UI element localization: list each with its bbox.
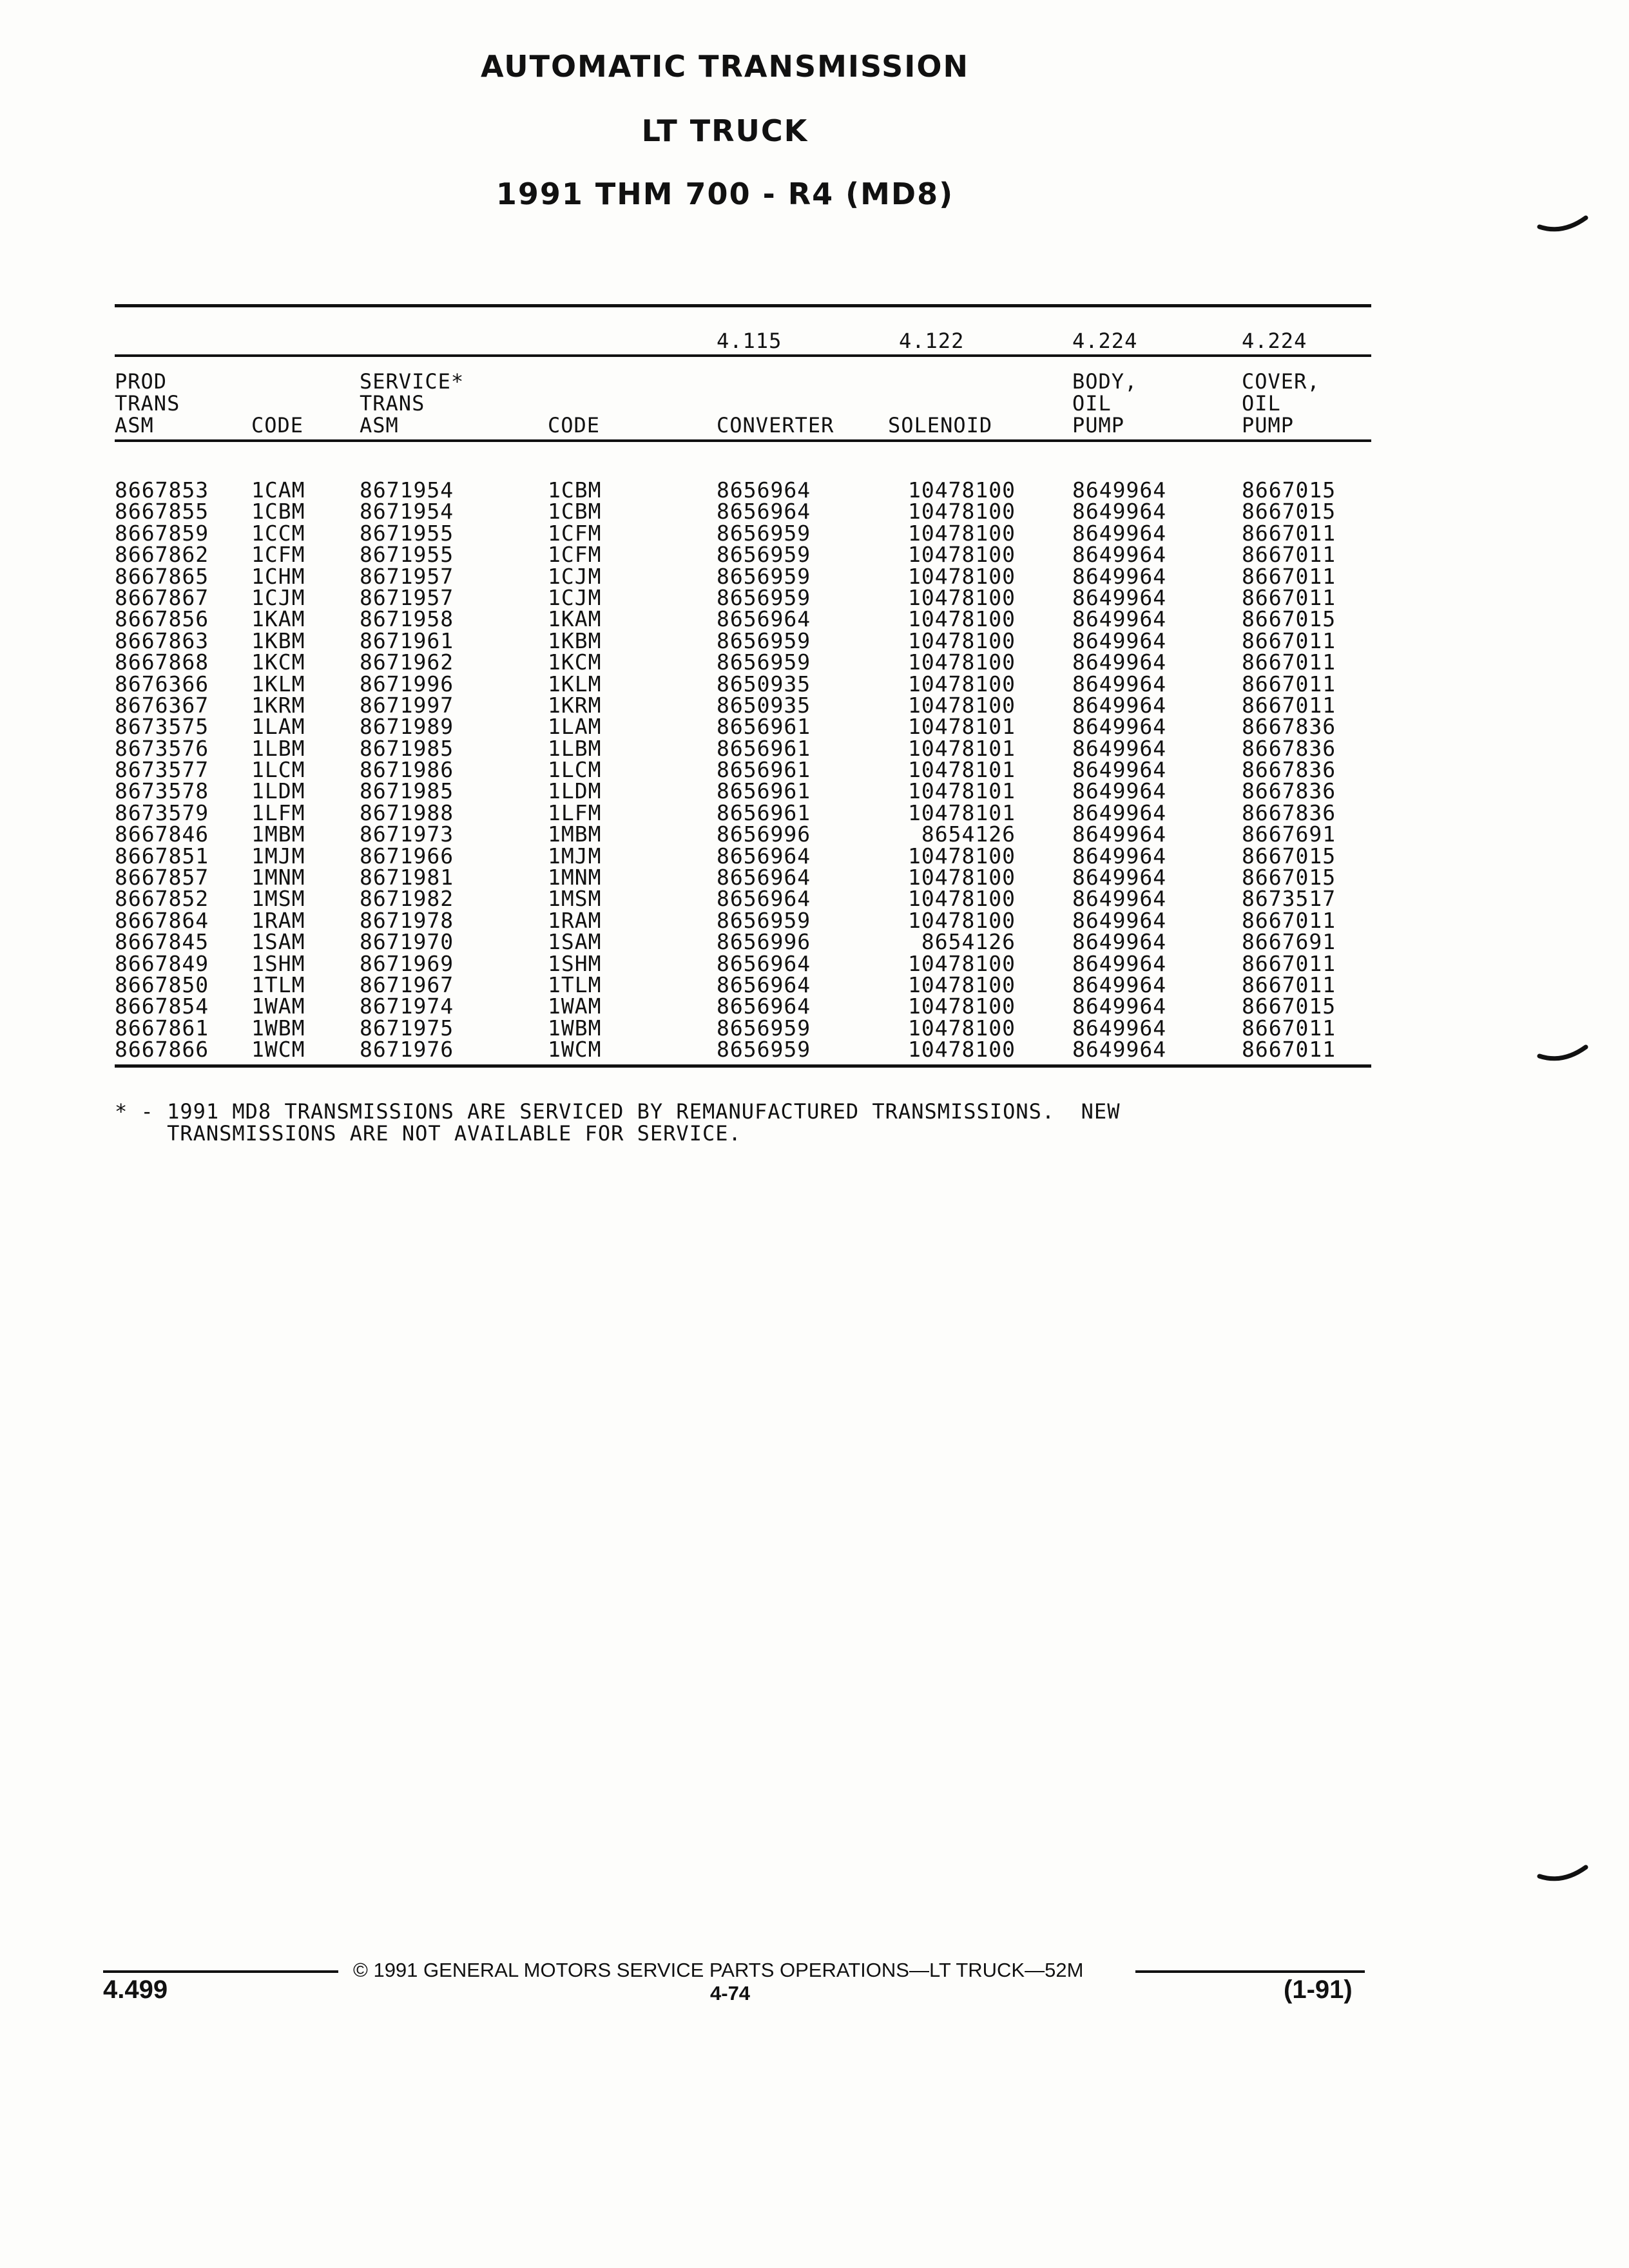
- cell-prod-trans-asm: 8667861: [115, 1015, 209, 1041]
- cell-cover-oil-pump: 8667011: [1242, 692, 1336, 718]
- table-row: [115, 845, 1371, 867]
- cell-service-trans-asm: 8671981: [360, 865, 454, 890]
- cell-converter: 8656959: [717, 542, 811, 568]
- cell-solenoid: 10478100: [908, 584, 1016, 610]
- cell-prod-trans-asm: 8667862: [115, 542, 209, 568]
- cell-cover-oil-pump: 8667011: [1242, 671, 1336, 697]
- cell-code: 1CHM: [251, 563, 305, 589]
- header-service-trans-asm: SERVICE* TRANS ASM: [360, 369, 465, 437]
- model-title: 1991 THM 700 - R4 (MD8): [496, 177, 954, 211]
- header-body-oil-pump: BODY, OIL PUMP: [1072, 369, 1138, 437]
- header-cover-oil-pump: COVER, OIL PUMP: [1242, 369, 1320, 437]
- cell-service-code: 1WCM: [548, 1037, 602, 1062]
- cell-service-code: 1CJM: [548, 584, 602, 610]
- cell-service-code: 1MSM: [548, 886, 602, 912]
- cell-code: 1KAM: [251, 606, 305, 632]
- footer-copyright: © 1991 GENERAL MOTORS SERVICE PARTS OPERATIONS—LT TRUCK—52M: [353, 1959, 1084, 1981]
- cell-body-oil-pump: 8649964: [1072, 499, 1167, 524]
- cell-solenoid: 10478100: [908, 907, 1016, 933]
- cell-cover-oil-pump: 8667836: [1242, 778, 1336, 804]
- cell-body-oil-pump: 8649964: [1072, 477, 1167, 503]
- cell-service-trans-asm: 8671954: [360, 477, 454, 503]
- cell-code: 1TLM: [251, 972, 305, 997]
- binder-punch-mark: [1537, 211, 1588, 237]
- cell-cover-oil-pump: 8667836: [1242, 714, 1336, 740]
- cell-body-oil-pump: 8649964: [1072, 649, 1167, 675]
- cell-converter: 8656996: [717, 822, 811, 847]
- cell-prod-trans-asm: 8667851: [115, 843, 209, 869]
- cell-service-trans-asm: 8671978: [360, 907, 454, 933]
- cell-solenoid: 10478100: [908, 477, 1016, 503]
- header-converter: CONVERTER: [717, 413, 834, 437]
- cell-cover-oil-pump: 8673517: [1242, 886, 1336, 912]
- cell-body-oil-pump: 8649964: [1072, 800, 1167, 825]
- cell-service-trans-asm: 8671976: [360, 1037, 454, 1062]
- table-row: [115, 929, 1371, 955]
- page-subtitle: LT TRUCK: [641, 113, 809, 148]
- cell-prod-trans-asm: 8667857: [115, 865, 209, 890]
- cell-code: 1LCM: [251, 757, 305, 783]
- cell-cover-oil-pump: 8667691: [1242, 822, 1336, 847]
- footer-rule-right: [1135, 1970, 1365, 1973]
- cell-code: 1WBM: [251, 1015, 305, 1041]
- cell-converter: 8656964: [717, 886, 811, 912]
- table-row: [115, 1039, 1371, 1060]
- cell-cover-oil-pump: 8667011: [1242, 907, 1336, 933]
- cell-solenoid: 10478100: [908, 542, 1016, 568]
- cell-prod-trans-asm: 8667868: [115, 649, 209, 675]
- cell-prod-trans-asm: 8673575: [115, 714, 209, 740]
- cell-body-oil-pump: 8649964: [1072, 584, 1167, 610]
- cell-service-code: 1CBM: [548, 499, 602, 524]
- cell-service-trans-asm: 8671988: [360, 800, 454, 825]
- cell-service-code: 1WBM: [548, 1015, 602, 1041]
- cell-solenoid: 10478100: [908, 843, 1016, 869]
- cell-service-trans-asm: 8671975: [360, 1015, 454, 1041]
- cell-prod-trans-asm: 8673578: [115, 778, 209, 804]
- cell-cover-oil-pump: 8667691: [1242, 929, 1336, 955]
- cell-solenoid: 10478100: [908, 671, 1016, 697]
- table-row: [115, 757, 1371, 783]
- cell-solenoid: 8654126: [921, 822, 1016, 847]
- cell-service-trans-asm: 8671996: [360, 671, 454, 697]
- cell-code: 1SHM: [251, 950, 305, 976]
- cell-body-oil-pump: 8649964: [1072, 822, 1167, 847]
- cell-cover-oil-pump: 8667011: [1242, 1037, 1336, 1062]
- cell-service-trans-asm: 8671986: [360, 757, 454, 783]
- cell-converter: 8656961: [717, 778, 811, 804]
- cell-cover-oil-pump: 8667011: [1242, 628, 1336, 653]
- table-row: [115, 673, 1371, 695]
- cell-cover-oil-pump: 8667015: [1242, 499, 1336, 524]
- table-row: [115, 542, 1371, 568]
- cell-service-code: 1MBM: [548, 822, 602, 847]
- cell-cover-oil-pump: 8667011: [1242, 520, 1336, 546]
- section-number-converter: 4.115: [717, 329, 782, 353]
- cell-body-oil-pump: 8649964: [1072, 563, 1167, 589]
- cell-prod-trans-asm: 8673577: [115, 757, 209, 783]
- cell-code: 1CCM: [251, 520, 305, 546]
- footer-page-number: 4-74: [710, 1982, 751, 2004]
- cell-body-oil-pump: 8649964: [1072, 692, 1167, 718]
- cell-body-oil-pump: 8649964: [1072, 994, 1167, 1019]
- cell-cover-oil-pump: 8667015: [1242, 477, 1336, 503]
- cell-prod-trans-asm: 8667849: [115, 950, 209, 976]
- cell-service-trans-asm: 8671957: [360, 584, 454, 610]
- cell-cover-oil-pump: 8667011: [1242, 563, 1336, 589]
- cell-body-oil-pump: 8649964: [1072, 778, 1167, 804]
- cell-service-trans-asm: 8671985: [360, 735, 454, 761]
- cell-service-code: 1MJM: [548, 843, 602, 869]
- page-title: AUTOMATIC TRANSMISSION: [481, 49, 969, 84]
- cell-body-oil-pump: 8649964: [1072, 886, 1167, 912]
- cell-converter: 8656964: [717, 843, 811, 869]
- cell-converter: 8656959: [717, 584, 811, 610]
- cell-solenoid: 10478100: [908, 1015, 1016, 1041]
- cell-converter: 8656959: [717, 649, 811, 675]
- cell-solenoid: 10478100: [908, 865, 1016, 890]
- cell-service-trans-asm: 8671962: [360, 649, 454, 675]
- cell-body-oil-pump: 8649964: [1072, 671, 1167, 697]
- binder-punch-mark: [1537, 1861, 1588, 1887]
- cell-prod-trans-asm: 8676366: [115, 671, 209, 697]
- cell-prod-trans-asm: 8667866: [115, 1037, 209, 1062]
- cell-code: 1KCM: [251, 649, 305, 675]
- cell-code: 1WAM: [251, 994, 305, 1019]
- cell-service-code: 1MNM: [548, 865, 602, 890]
- cell-code: 1LBM: [251, 735, 305, 761]
- section-number-body-oil-pump: 4.224: [1072, 329, 1138, 353]
- cell-converter: 8656959: [717, 907, 811, 933]
- cell-cover-oil-pump: 8667015: [1242, 994, 1336, 1019]
- cell-body-oil-pump: 8649964: [1072, 907, 1167, 933]
- cell-service-code: 1WAM: [548, 994, 602, 1019]
- cell-code: 1LDM: [251, 778, 305, 804]
- footnote-line-1: * - 1991 MD8 TRANSMISSIONS ARE SERVICED BY REMANUFACTURED TRANSMISSIONS. NEW: [115, 1099, 1121, 1124]
- cell-body-oil-pump: 8649964: [1072, 757, 1167, 783]
- section-rule: [115, 354, 1371, 357]
- cell-converter: 8656964: [717, 499, 811, 524]
- footer-section-number: 4.499: [103, 1975, 168, 2004]
- cell-body-oil-pump: 8649964: [1072, 520, 1167, 546]
- cell-service-trans-asm: 8671966: [360, 843, 454, 869]
- cell-body-oil-pump: 8649964: [1072, 542, 1167, 568]
- cell-converter: 8656961: [717, 735, 811, 761]
- cell-code: 1CJM: [251, 584, 305, 610]
- cell-service-trans-asm: 8671955: [360, 542, 454, 568]
- table-row: [115, 823, 1371, 845]
- cell-service-code: 1CJM: [548, 563, 602, 589]
- cell-code: 1KBM: [251, 628, 305, 653]
- cell-solenoid: 10478100: [908, 606, 1016, 632]
- cell-code: 1MJM: [251, 843, 305, 869]
- cell-converter: 8656964: [717, 477, 811, 503]
- cell-cover-oil-pump: 8667015: [1242, 865, 1336, 890]
- footer-date: (1-91): [1284, 1975, 1353, 2004]
- cell-service-trans-asm: 8671969: [360, 950, 454, 976]
- cell-service-trans-asm: 8671985: [360, 778, 454, 804]
- cell-prod-trans-asm: 8673576: [115, 735, 209, 761]
- cell-prod-trans-asm: 8667853: [115, 477, 209, 503]
- cell-solenoid: 10478100: [908, 692, 1016, 718]
- cell-solenoid: 10478101: [908, 800, 1016, 825]
- cell-prod-trans-asm: 8667855: [115, 499, 209, 524]
- cell-service-trans-asm: 8671997: [360, 692, 454, 718]
- cell-service-trans-asm: 8671967: [360, 972, 454, 997]
- cell-solenoid: 10478100: [908, 972, 1016, 997]
- cell-service-code: 1TLM: [548, 972, 602, 997]
- cell-body-oil-pump: 8649964: [1072, 735, 1167, 761]
- cell-prod-trans-asm: 8667863: [115, 628, 209, 653]
- table-row: [115, 867, 1371, 888]
- cell-cover-oil-pump: 8667011: [1242, 649, 1336, 675]
- cell-solenoid: 10478100: [908, 520, 1016, 546]
- table-row: [115, 479, 1371, 501]
- cell-solenoid: 10478101: [908, 757, 1016, 783]
- cell-body-oil-pump: 8649964: [1072, 929, 1167, 955]
- table-row: [115, 714, 1371, 740]
- cell-cover-oil-pump: 8667011: [1242, 950, 1336, 976]
- cell-prod-trans-asm: 8667845: [115, 929, 209, 955]
- table-row: [115, 950, 1371, 976]
- cell-converter: 8656996: [717, 929, 811, 955]
- cell-solenoid: 10478100: [908, 950, 1016, 976]
- cell-prod-trans-asm: 8667864: [115, 907, 209, 933]
- cell-solenoid: 10478101: [908, 714, 1016, 740]
- cell-converter: 8650935: [717, 671, 811, 697]
- table-row: [115, 692, 1371, 718]
- table-row: [115, 651, 1371, 673]
- cell-prod-trans-asm: 8667865: [115, 563, 209, 589]
- cell-service-trans-asm: 8671973: [360, 822, 454, 847]
- cell-converter: 8656959: [717, 1037, 811, 1062]
- cell-code: 1MBM: [251, 822, 305, 847]
- cell-solenoid: 10478100: [908, 649, 1016, 675]
- cell-converter: 8656959: [717, 520, 811, 546]
- binder-punch-mark: [1537, 1041, 1588, 1066]
- cell-service-trans-asm: 8671970: [360, 929, 454, 955]
- cell-service-code: 1LCM: [548, 757, 602, 783]
- table-row: [115, 802, 1371, 823]
- table-row: [115, 1017, 1371, 1039]
- cell-code: 1RAM: [251, 907, 305, 933]
- cell-service-code: 1LDM: [548, 778, 602, 804]
- cell-solenoid: 8654126: [921, 929, 1016, 955]
- cell-code: 1LAM: [251, 714, 305, 740]
- table-bottom-rule: [115, 1064, 1371, 1068]
- cell-body-oil-pump: 8649964: [1072, 950, 1167, 976]
- cell-solenoid: 10478101: [908, 778, 1016, 804]
- cell-converter: 8656964: [717, 865, 811, 890]
- cell-cover-oil-pump: 8667011: [1242, 584, 1336, 610]
- cell-converter: 8656964: [717, 606, 811, 632]
- cell-service-code: 1KCM: [548, 649, 602, 675]
- cell-service-code: 1SHM: [548, 950, 602, 976]
- cell-service-code: 1SAM: [548, 929, 602, 955]
- cell-cover-oil-pump: 8667836: [1242, 757, 1336, 783]
- table-row: [115, 735, 1371, 761]
- cell-service-code: 1CFM: [548, 520, 602, 546]
- table-top-rule: [115, 304, 1371, 307]
- cell-code: 1SAM: [251, 929, 305, 955]
- footnote: [115, 1100, 1371, 1144]
- cell-cover-oil-pump: 8667011: [1242, 972, 1336, 997]
- cell-prod-trans-asm: 8667867: [115, 584, 209, 610]
- cell-cover-oil-pump: 8667011: [1242, 1015, 1336, 1041]
- cell-service-code: 1KBM: [548, 628, 602, 653]
- cell-service-trans-asm: 8671989: [360, 714, 454, 740]
- header-solenoid: SOLENOID: [888, 413, 993, 437]
- cell-converter: 8656961: [717, 757, 811, 783]
- cell-service-code: 1CFM: [548, 542, 602, 568]
- cell-converter: 8656959: [717, 563, 811, 589]
- footnote-line-2: TRANSMISSIONS ARE NOT AVAILABLE FOR SERVICE.: [115, 1121, 742, 1146]
- cell-solenoid: 10478100: [908, 994, 1016, 1019]
- cell-cover-oil-pump: 8667015: [1242, 606, 1336, 632]
- cell-prod-trans-asm: 8676367: [115, 692, 209, 718]
- cell-service-code: 1RAM: [548, 907, 602, 933]
- table-row: [115, 886, 1371, 912]
- cell-converter: 8656959: [717, 1015, 811, 1041]
- footer-rule-left: [103, 1970, 338, 1973]
- cell-body-oil-pump: 8649964: [1072, 1015, 1167, 1041]
- cell-service-code: 1LFM: [548, 800, 602, 825]
- cell-solenoid: 10478100: [908, 499, 1016, 524]
- cell-code: 1MNM: [251, 865, 305, 890]
- header-rule: [115, 439, 1371, 442]
- cell-cover-oil-pump: 8667836: [1242, 800, 1336, 825]
- table-row: [115, 974, 1371, 995]
- cell-code: 1CAM: [251, 477, 305, 503]
- cell-service-trans-asm: 8671954: [360, 499, 454, 524]
- cell-cover-oil-pump: 8667015: [1242, 843, 1336, 869]
- cell-service-code: 1KRM: [548, 692, 602, 718]
- cell-body-oil-pump: 8649964: [1072, 972, 1167, 997]
- table-row: [115, 907, 1371, 933]
- cell-prod-trans-asm: 8667856: [115, 606, 209, 632]
- cell-service-code: 1KLM: [548, 671, 602, 697]
- cell-solenoid: 10478100: [908, 1037, 1016, 1062]
- cell-service-trans-asm: 8671958: [360, 606, 454, 632]
- cell-solenoid: 10478100: [908, 563, 1016, 589]
- table-row: [115, 995, 1371, 1017]
- cell-code: 1LFM: [251, 800, 305, 825]
- cell-service-code: 1KAM: [548, 606, 602, 632]
- cell-service-trans-asm: 8671961: [360, 628, 454, 653]
- cell-code: 1KLM: [251, 671, 305, 697]
- cell-body-oil-pump: 8649964: [1072, 865, 1167, 890]
- cell-prod-trans-asm: 8667854: [115, 994, 209, 1019]
- cell-prod-trans-asm: 8673579: [115, 800, 209, 825]
- cell-body-oil-pump: 8649964: [1072, 843, 1167, 869]
- cell-body-oil-pump: 8649964: [1072, 628, 1167, 653]
- cell-body-oil-pump: 8649964: [1072, 714, 1167, 740]
- section-number-solenoid: 4.122: [899, 329, 965, 353]
- cell-code: 1KRM: [251, 692, 305, 718]
- table-row: [115, 780, 1371, 802]
- cell-code: 1CBM: [251, 499, 305, 524]
- section-number-cover-oil-pump: 4.224: [1242, 329, 1307, 353]
- cell-prod-trans-asm: 8667850: [115, 972, 209, 997]
- table-row: [115, 584, 1371, 610]
- cell-converter: 8656961: [717, 800, 811, 825]
- cell-service-code: 1CBM: [548, 477, 602, 503]
- cell-converter: 8656959: [717, 628, 811, 653]
- header-prod-trans-asm: PROD TRANS ASM: [115, 369, 180, 437]
- cell-body-oil-pump: 8649964: [1072, 1037, 1167, 1062]
- cell-solenoid: 10478101: [908, 735, 1016, 761]
- cell-code: 1WCM: [251, 1037, 305, 1062]
- cell-prod-trans-asm: 8667846: [115, 822, 209, 847]
- cell-body-oil-pump: 8649964: [1072, 606, 1167, 632]
- table-row: [115, 520, 1371, 546]
- cell-converter: 8650935: [717, 692, 811, 718]
- table-row: [115, 501, 1371, 522]
- cell-solenoid: 10478100: [908, 628, 1016, 653]
- cell-service-trans-asm: 8671974: [360, 994, 454, 1019]
- cell-converter: 8656961: [717, 714, 811, 740]
- cell-code: 1CFM: [251, 542, 305, 568]
- cell-solenoid: 10478100: [908, 886, 1016, 912]
- table-row: [115, 563, 1371, 589]
- cell-converter: 8656964: [717, 972, 811, 997]
- table-row: [115, 630, 1371, 651]
- cell-service-trans-asm: 8671957: [360, 563, 454, 589]
- cell-service-trans-asm: 8671982: [360, 886, 454, 912]
- cell-converter: 8656964: [717, 994, 811, 1019]
- cell-code: 1MSM: [251, 886, 305, 912]
- cell-service-code: 1LAM: [548, 714, 602, 740]
- header-service-code: CODE: [548, 413, 601, 437]
- table-row: [115, 606, 1371, 632]
- cell-cover-oil-pump: 8667011: [1242, 542, 1336, 568]
- header-code: CODE: [251, 413, 304, 437]
- cell-cover-oil-pump: 8667836: [1242, 735, 1336, 761]
- cell-service-trans-asm: 8671955: [360, 520, 454, 546]
- table-body: [115, 479, 1371, 1061]
- cell-service-code: 1LBM: [548, 735, 602, 761]
- cell-prod-trans-asm: 8667852: [115, 886, 209, 912]
- cell-prod-trans-asm: 8667859: [115, 520, 209, 546]
- cell-converter: 8656964: [717, 950, 811, 976]
